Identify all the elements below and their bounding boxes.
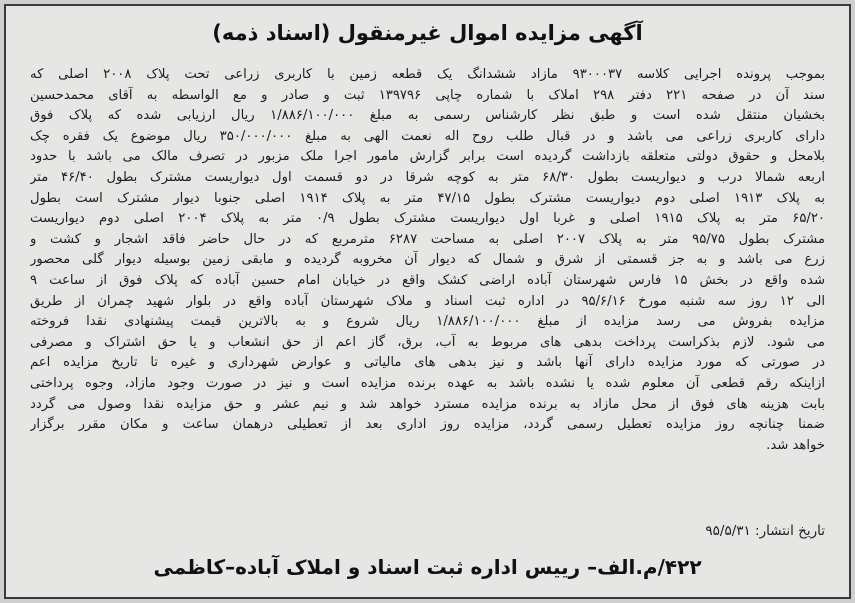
body-line: می شود. لازم بذکراست پرداخت بدهی های مربوط به آب، برق، گاز اعم از حق انشعاب و یا حق اشتراک و مصرفی [30, 334, 825, 350]
body-line: بخشیان منتقل شده است و طبق نظر کارشناس رسمی به مبلغ ۱/۸۸۶/۱۰۰/۰۰۰ ریال ارزیابی شده که پلاک فوق [30, 108, 825, 124]
body-line: ضمنا چنانچه روز مزایده تعطیل رسمی گردد، مزایده روز اداری بعد از تعطیلی درهمان ساعت و مکان مقرر برگزار [30, 417, 825, 433]
body-line: دارای کاربری زراعی می باشد و در قبال طلب روح اله نعمت الهی به مبلغ ۳۵۰/۰۰۰/۰۰۰ ریال موضوع یک فقره چک [30, 128, 825, 144]
body-line: شده واقع در بخش ۱۵ فارس شهرستان آباده اراضی کشک واقع در خیابان امام حسین آباده که پلاک فوق از ساعت ۹ [30, 272, 825, 288]
body-line: مشترک بطول ۹۵/۷۵ متر به پلاک ۲۰۰۷ اصلی به مساحت ۶۲۸۷ مترمربع که در حال حاضر فاقد اشجار و کشت و [30, 231, 825, 247]
body-line: زرع می باشد و به جز قسمتی از شرق و شمال که دیوار آن مخروبه گردیده و مابقی زمین بوسیله دیوار گلی محصور [30, 252, 825, 268]
notice-body [30, 65, 825, 517]
body-line: بموجب پرونده اجرایی کلاسه ۹۳۰۰۰۳۷ مازاد ششدانگ یک قطعه زمین با کاربری زراعی تحت پلاک ۲۰۰۸ اصلی که [30, 67, 825, 82]
body-line: بلامحل و حقوق دولتی متعلقه بازداشت گردیده است برابر گزارش مامور اجرا ملک مزبور در تصرف مالک می باشد با حدود [30, 149, 825, 165]
body-line: الی ۱۲ روز سه شنبه مورخ ۹۵/۶/۱۶ در اداره ثبت اسناد و ملاک شهرستان آباده واقع در بلوار شهید چمران از طریق [30, 293, 825, 309]
notice-title: آگهی مزایده اموال غیرمنقول (اسناد ذمه) [212, 21, 643, 45]
body-line: ازاینکه رقم قطعی آن معلوم شده یا نشده باشد به عهده برنده مزایده است و نیز در صورت وجود مازاد، وجوه پرداختی [30, 375, 825, 391]
publish-date: تاریخ انتشار: ۹۵/۵/۳۱ [705, 523, 825, 539]
body-line: در صورتی که مورد مزایده دارای آنها باشد و نیز بدهی های مالیاتی و عوارض شهرداری و غیره تا تاریخ مزایده اعم [30, 355, 825, 371]
body-line: بابت هزینه های فوق از محل مازاد به برنده مزایده مسترد خواهد شد و نیم عشر و حق مزایده نقدا وصول می گردد [30, 396, 825, 412]
body-line: به پلاک ۱۹۱۳ اصلی دوم دیواریست مشترک بطول ۴۷/۱۵ متر به پلاک ۱۹۱۴ اصلی جنوبا دیوار مشترک است بطول [30, 190, 825, 206]
body-line: ۶۵/۲۰ متر به پلاک ۱۹۱۵ اصلی و غربا اول دیواریست مشترک بطول ۰/۹ متر به پلاک ۲۰۰۴ اصلی دوم دیواریست [30, 211, 825, 227]
legal-notice [4, 4, 851, 599]
body-line: مزایده بفروش می رسد مزایده از مبلغ ۱/۸۸۶/۱۰۰/۰۰۰ ریال شروع و به بالاترین قیمت پیشنهادی نقدا فروخته [30, 314, 825, 330]
body-line: خواهد شد. [766, 437, 825, 453]
signature-line: ۴۲۲/م.الف– رییس اداره ثبت اسناد و املاک آباده–کاظمی [153, 555, 702, 579]
body-line: سند آن در صفحه ۲۲۱ دفتر ۲۹۸ املاک با شماره چاپی ۱۳۹۷۹۶ ثبت و صادر و مع الواسطه به آقای محمدحسین [30, 87, 825, 103]
body-line: اربعه شمالا درب و دیواریست بطول ۶۸/۳۰ متر به کوچه شرقا در دو قسمت اول دیواریست مشترک بطول ۴۶/۴۰ متر [30, 169, 825, 185]
